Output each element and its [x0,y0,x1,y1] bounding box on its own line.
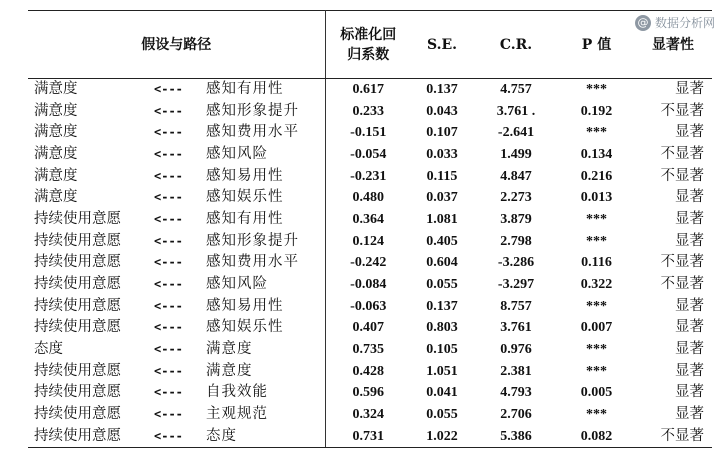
path-arrow-cell: <--- [154,103,183,118]
independent-variable-cell: 满意度 [200,339,325,361]
path-arrow-cell: <--- [154,298,183,313]
coefficient-cell: 0.596 [352,385,384,401]
significance-cell: 显著 [675,81,704,98]
coefficient-cell: 0.617 [352,82,384,98]
cr-cell: 3.879 [500,211,532,227]
dependent-variable-cell: 满意度 [34,81,78,98]
independent-variable-cell: 感知娱乐性 [200,317,325,339]
se-cell: 0.055 [426,407,458,423]
dependent-variable-cell: 持续使用意愿 [28,426,148,448]
header-p-value: P 值 [559,11,634,79]
p-value-cell: 0.134 [580,146,613,162]
p-value-cell: 0.007 [580,320,613,336]
cr-cell: 1.499 [500,146,532,162]
significance-cell: 显著 [675,124,704,141]
significance-cell: 显著 [675,384,704,401]
dependent-variable-cell: 满意度 [34,124,78,141]
se-cell: 0.041 [426,385,458,401]
p-value-cell: *** [586,233,607,249]
significance-cell: 显著 [675,210,704,227]
table-row [28,79,712,101]
path-arrow-cell: <--- [154,320,183,335]
significance-cell: 不显著 [660,276,704,293]
cr-cell: -3.297 [497,277,535,293]
dependent-variable-cell: 满意度 [34,102,78,119]
dependent-variable-cell: 满意度 [34,167,78,184]
path-arrow-cell: <--- [154,385,183,400]
p-value-cell: *** [586,363,607,379]
coefficient-cell: 0.364 [352,211,384,227]
table-row [28,295,712,317]
se-cell: 0.803 [426,320,458,336]
coefficient-cell: 0.735 [352,342,384,358]
table-row [28,165,712,187]
coefficient-cell: 0.324 [352,407,384,423]
independent-variable-cell: 感知娱乐性 [200,187,325,209]
cr-cell: -2.641 [497,125,535,141]
se-cell: 1.051 [426,363,458,379]
coefficient-cell: 0.407 [352,320,384,336]
se-cell: 0.115 [426,168,458,184]
significance-cell: 显著 [675,189,704,206]
table-body [28,79,712,448]
path-arrow-cell: <--- [154,255,183,270]
cr-cell: 2.706 [500,407,532,423]
significance-cell: 显著 [675,232,704,249]
dependent-variable-cell: 持续使用意愿 [34,254,121,271]
coefficient-cell: 0.233 [352,103,384,119]
p-value-cell: 0.005 [580,385,613,401]
significance-cell: 不显著 [660,145,704,162]
table-row [28,317,712,339]
se-cell: 0.137 [426,82,458,98]
significance-cell: 显著 [675,362,704,379]
header-coefficient-line1: 标准化回 [340,26,397,43]
independent-variable-cell: 感知风险 [200,144,325,166]
cr-cell: -3.286 [497,255,535,271]
path-arrow-cell: <--- [154,211,183,226]
dependent-variable-cell: 持续使用意愿 [34,276,121,293]
independent-variable-cell: 主观规范 [200,404,325,426]
path-arrow-cell: <--- [154,82,183,97]
cr-cell: 3.761 . [496,103,536,119]
significance-cell: 显著 [675,341,704,358]
table-row [28,230,712,252]
cr-cell: 2.798 [500,233,532,249]
p-value-cell: *** [586,342,607,358]
se-cell: 0.043 [426,103,458,119]
coefficient-cell: -0.054 [350,146,387,162]
coefficient-cell: -0.063 [350,298,387,314]
coefficient-cell: 0.428 [352,363,384,379]
cr-cell: 2.273 [500,190,532,206]
cr-cell: 5.386 [473,426,559,448]
independent-variable-cell: 满意度 [200,360,325,382]
significance-cell: 不显著 [660,167,704,184]
coefficient-cell: -0.151 [350,125,387,141]
cr-cell: 8.757 [500,298,532,314]
independent-variable-cell: 感知形象提升 [200,100,325,122]
p-value-cell: *** [586,298,607,314]
independent-variable-cell: 感知易用性 [200,165,325,187]
cr-cell: 3.761 [500,320,532,336]
se-cell: 1.022 [411,426,473,448]
se-cell: 0.604 [426,255,458,271]
cr-cell: 4.847 [500,168,532,184]
coefficient-cell: -0.231 [350,168,387,184]
table-header [28,11,712,79]
path-arrow-cell: <--- [154,168,183,183]
table-row [28,122,712,144]
table-row [28,426,712,448]
significance-cell: 不显著 [660,102,704,119]
path-coefficient-table [28,10,712,448]
se-cell: 0.405 [426,233,458,249]
cr-cell: 4.757 [500,82,532,98]
table-row [28,252,712,274]
se-cell: 0.137 [426,298,458,314]
dependent-variable-cell: 持续使用意愿 [34,362,121,379]
table-row [28,360,712,382]
watermark-logo-icon: @ [635,15,651,31]
p-value-cell: *** [586,82,607,98]
se-cell: 0.033 [426,146,458,162]
coefficient-cell: -0.242 [350,255,387,271]
se-cell: 1.081 [426,211,458,227]
p-value-cell: 0.013 [580,190,613,206]
independent-variable-cell: 感知有用性 [200,209,325,231]
path-arrow-cell: <--- [154,125,183,140]
header-coefficient-line2: 归系数 [347,46,390,63]
cr-cell: 4.793 [500,385,532,401]
path-arrow-cell: <--- [154,146,183,161]
independent-variable-cell: 感知形象提升 [200,230,325,252]
p-value-cell: 0.116 [581,255,612,271]
coefficient-cell: -0.084 [350,277,387,293]
independent-variable-cell: 感知费用水平 [200,252,325,274]
path-arrow-cell: <--- [154,363,183,378]
dependent-variable-cell: 持续使用意愿 [34,384,121,401]
significance-cell: 不显著 [660,254,704,271]
dependent-variable-cell: 满意度 [34,145,78,162]
p-value-cell: 0.322 [580,277,613,293]
table-row [28,339,712,361]
dependent-variable-cell: 持续使用意愿 [34,210,121,227]
path-arrow-cell: <--- [154,277,183,292]
se-cell: 0.105 [426,342,458,358]
table-row [28,209,712,231]
path-arrow-cell: <--- [154,233,183,248]
p-value-cell: 0.216 [580,168,613,184]
regression-table-container [28,10,712,450]
table-row [28,100,712,122]
p-value-cell: 0.082 [559,426,634,448]
table-row [28,144,712,166]
independent-variable-cell: 感知风险 [200,274,325,296]
watermark [635,14,715,31]
path-arrow-cell: <--- [154,407,183,422]
path-arrow-cell: <--- [148,426,200,448]
dependent-variable-cell: 持续使用意愿 [34,319,121,336]
independent-variable-cell: 态度 [200,426,325,448]
independent-variable-cell: 感知易用性 [200,295,325,317]
independent-variable-cell: 感知有用性 [200,79,325,101]
header-se: S.E. [411,11,473,79]
path-arrow-cell: <--- [154,342,183,357]
p-value-cell: *** [586,407,607,423]
table-row [28,382,712,404]
significance-cell: 显著 [675,319,704,336]
significance-cell: 显著 [675,297,704,314]
se-cell: 0.107 [426,125,458,141]
watermark-text: 数据分析网 [654,16,715,30]
significance-cell: 不显著 [634,426,712,448]
coefficient-cell: 0.480 [352,190,384,206]
cr-cell: 0.976 [500,342,532,358]
dependent-variable-cell: 态度 [34,341,63,358]
p-value-cell: *** [586,125,607,141]
dependent-variable-cell: 持续使用意愿 [34,406,121,423]
header-path: 假设与路径 [28,11,325,79]
dependent-variable-cell: 持续使用意愿 [34,297,121,314]
table-row [28,404,712,426]
se-cell: 0.037 [426,190,458,206]
header-significance: 显著性 [634,11,712,79]
p-value-cell: 0.192 [580,103,613,119]
independent-variable-cell: 感知费用水平 [200,122,325,144]
coefficient-cell: 0.124 [352,233,384,249]
table-row [28,274,712,296]
independent-variable-cell: 自我效能 [200,382,325,404]
significance-cell: 显著 [675,406,704,423]
se-cell: 0.055 [426,277,458,293]
dependent-variable-cell: 持续使用意愿 [34,232,121,249]
header-cr: C.R. [473,11,559,79]
table-row [28,187,712,209]
coefficient-cell: 0.731 [325,426,411,448]
dependent-variable-cell: 满意度 [34,189,78,206]
p-value-cell: *** [586,211,607,227]
header-coefficient [325,11,411,79]
path-arrow-cell: <--- [154,190,183,205]
cr-cell: 2.381 [500,363,532,379]
